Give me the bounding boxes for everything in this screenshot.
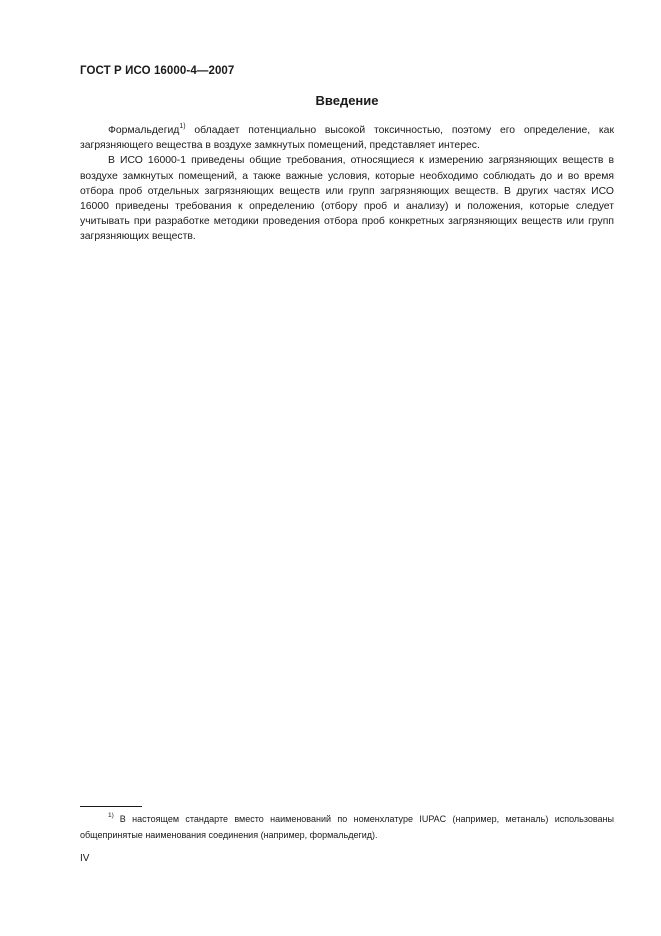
paragraph-iso-16000: В ИСО 16000-1 приведены общие требования, относящиеся к измерению загрязняющих веществ в воздухе замкнутых помещений, а также важные условия, которые необходимо соблюдать до и во время отбора проб отдельных загрязняющих веществ или групп загрязняющих веществ. В других частях ИСО 16000 приведены требования к определению (отбору проб и анализу) и положения, которые следует учитывать при разработке методики проведения отбора проб конкретных загрязняющих веществ или групп загрязняющих веществ. xyxy=(80,155,614,243)
footnote-divider xyxy=(80,806,142,807)
footnote-marker: 1) xyxy=(108,812,114,819)
introduction-body xyxy=(80,123,614,245)
document-standard-id: ГОСТ Р ИСО 16000-4—2007 xyxy=(80,65,235,77)
footnote-text: В настоящем стандарте вместо наименований по номенхлатуре IUPAC (например, метаналь) использованы общепринятые наименования соединения (например, формальдегид). xyxy=(80,814,614,840)
paragraph-text: обладает потенциально высокой токсичностью, поэтому его определение, как загрязняющего вещества в воздухе замкнутых помещений, представляет интерес. xyxy=(80,125,614,152)
footnote xyxy=(80,812,614,843)
page-number: IV xyxy=(80,853,90,864)
footnote-reference[interactable]: 1) xyxy=(179,122,186,130)
paragraph-lead-word: Формальдегид xyxy=(108,125,180,136)
paragraph-formaldehyde xyxy=(80,123,614,153)
footnote-paragraph xyxy=(80,812,614,843)
section-title: Введение xyxy=(315,93,379,108)
